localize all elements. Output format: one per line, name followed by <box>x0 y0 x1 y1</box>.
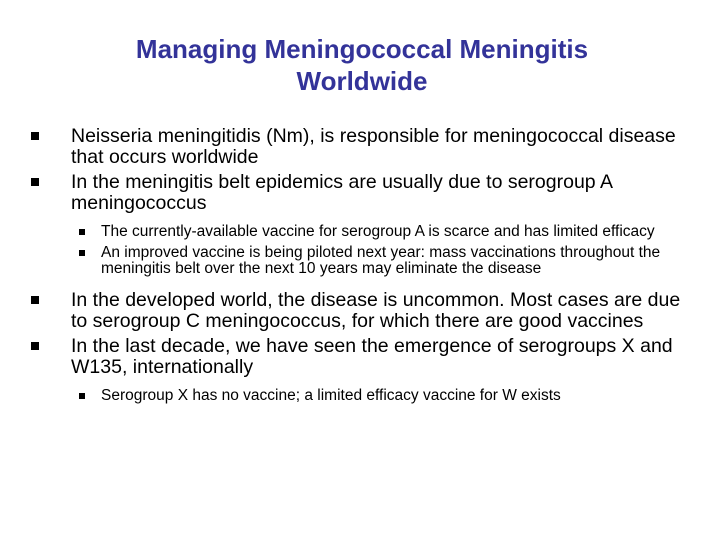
square-bullet-icon <box>31 178 39 186</box>
sub-bullet-list <box>71 388 690 404</box>
sub-bullet-list <box>71 224 690 277</box>
bullet-item-2 <box>30 172 690 277</box>
sub-bullet-text: Serogroup X has no vaccine; a limited efficacy vaccine for W exists <box>101 387 561 404</box>
slide-title: Managing Meningococcal Meningitis Worldwide <box>135 34 589 96</box>
slide-content <box>30 126 690 417</box>
bullet-text: In the last decade, we have seen the emergence of serogroups X and W135, internationally <box>71 335 673 378</box>
sub-bullet-item <box>71 224 690 240</box>
bullet-text: Neisseria meningitidis (Nm), is responsible for meningococcal disease that occurs worldwide <box>71 125 676 168</box>
bullet-text: In the developed world, the disease is uncommon. Most cases are due to serogroup C meningococcus, for which there are good vaccines <box>71 289 681 332</box>
sub-bullet-text: The currently-available vaccine for serogroup A is scarce and has limited efficacy <box>101 223 655 240</box>
bullet-item-3 <box>30 290 690 332</box>
square-bullet-icon <box>31 342 39 350</box>
bullet-item-4 <box>30 336 690 404</box>
square-bullet-icon <box>79 229 85 235</box>
square-bullet-icon <box>79 393 85 399</box>
sub-bullet-text: An improved vaccine is being piloted next year: mass vaccinations throughout the meningitis belt over the next 10 years may eliminate the disease <box>101 244 661 277</box>
sub-bullet-item <box>71 245 690 277</box>
bullet-item-1 <box>30 126 690 168</box>
bullet-text: In the meningitis belt epidemics are usually due to serogroup A meningococcus <box>71 171 612 214</box>
bullet-list <box>30 126 690 404</box>
sub-bullet-item <box>71 388 690 404</box>
square-bullet-icon <box>31 132 39 140</box>
square-bullet-icon <box>79 250 85 256</box>
square-bullet-icon <box>31 296 39 304</box>
